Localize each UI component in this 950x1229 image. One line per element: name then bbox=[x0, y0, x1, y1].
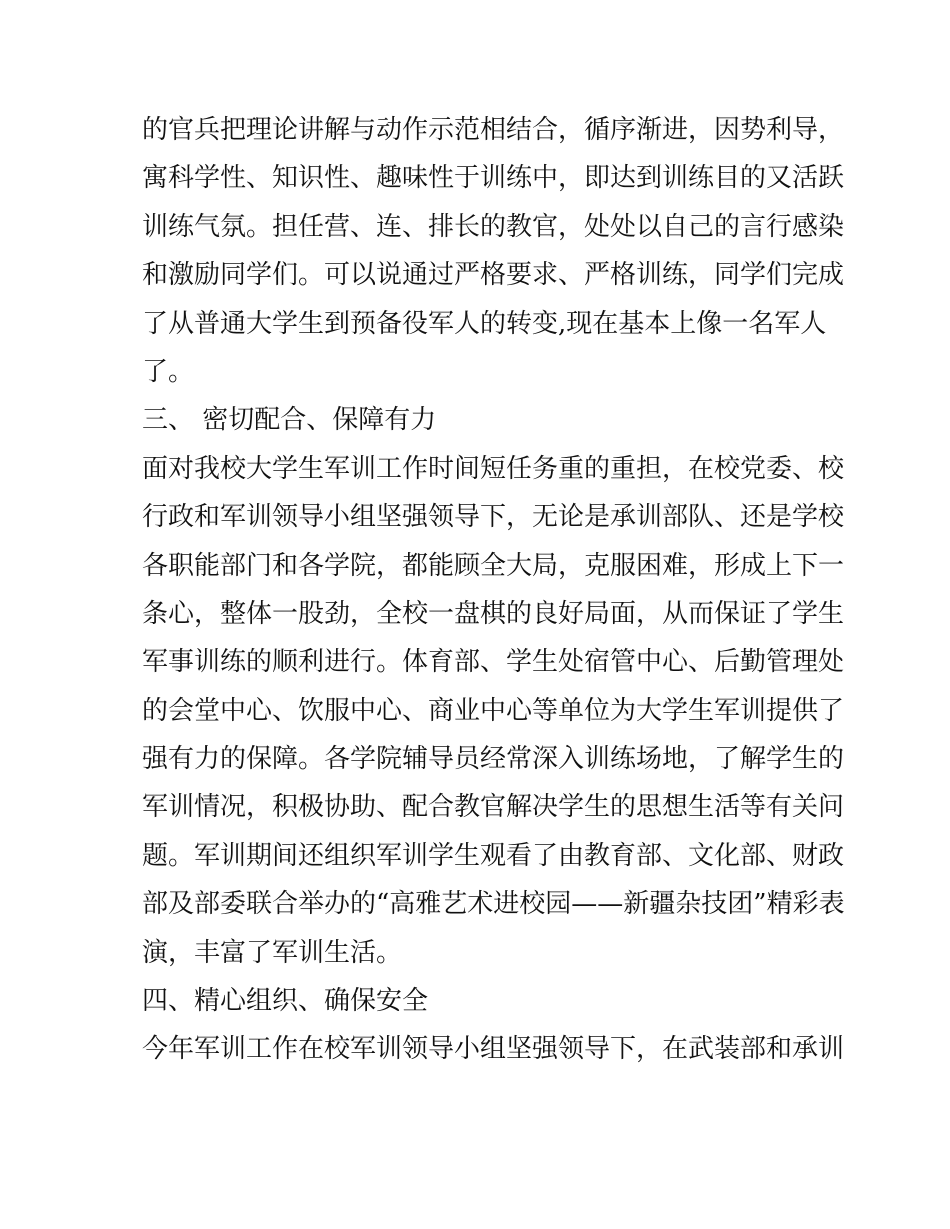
text-line: 军训情况，积极协助、配合教官解决学生的思想生活等有关问 bbox=[142, 792, 845, 823]
text-line: 面对我校大学生军训工作时间短任务重的重担，在校党委、校 bbox=[142, 453, 845, 484]
text-line: 部及部委联合举办的“高雅艺术进校园——新疆杂技团”精彩表 bbox=[142, 889, 845, 920]
text-line: 了从普通大学生到预备役军人的转变,现在基本上像一名军人 bbox=[142, 308, 827, 339]
text-line: 了。 bbox=[142, 356, 195, 387]
text-line: 题。军训期间还组织军训学生观看了由教育部、文化部、财政 bbox=[142, 840, 845, 871]
text-line: 各职能部门和各学院，都能顾全大局，克服困难，形成上下一 bbox=[142, 550, 845, 581]
text-line: 寓科学性、知识性、趣味性于训练中，即达到训练目的又活跃 bbox=[142, 163, 845, 194]
text-line: 演，丰富了军训生活。 bbox=[142, 937, 403, 968]
text-line: 条心，整体一股劲，全校一盘棋的良好局面，从而保证了学生 bbox=[142, 598, 845, 629]
section-heading-4: 四、精心组织、确保安全 bbox=[142, 986, 429, 1017]
text-line: 行政和军训领导小组坚强领导下，无论是承训部队、还是学校 bbox=[142, 502, 845, 533]
text-line: 训练气氛。担任营、连、排长的教官，处处以自己的言行感染 bbox=[142, 211, 845, 242]
text-line: 的会堂中心、饮服中心、商业中心等单位为大学生军训提供了 bbox=[142, 695, 845, 726]
text-line: 和激励同学们。可以说通过严格要求、严格训练，同学们完成 bbox=[142, 260, 845, 291]
text-line: 强有力的保障。各学院辅导员经常深入训练场地，了解学生的 bbox=[142, 744, 845, 775]
document-body bbox=[142, 106, 845, 1074]
text-line: 今年军训工作在校军训领导小组坚强领导下，在武装部和承训 bbox=[142, 1034, 845, 1065]
section-heading-3: 三、 密切配合、保障有力 bbox=[142, 405, 437, 436]
text-line: 军事训练的顺利进行。体育部、学生处宿管中心、后勤管理处 bbox=[142, 647, 845, 678]
text-line: 的官兵把理论讲解与动作示范相结合，循序渐进，因势利导， bbox=[142, 115, 845, 145]
